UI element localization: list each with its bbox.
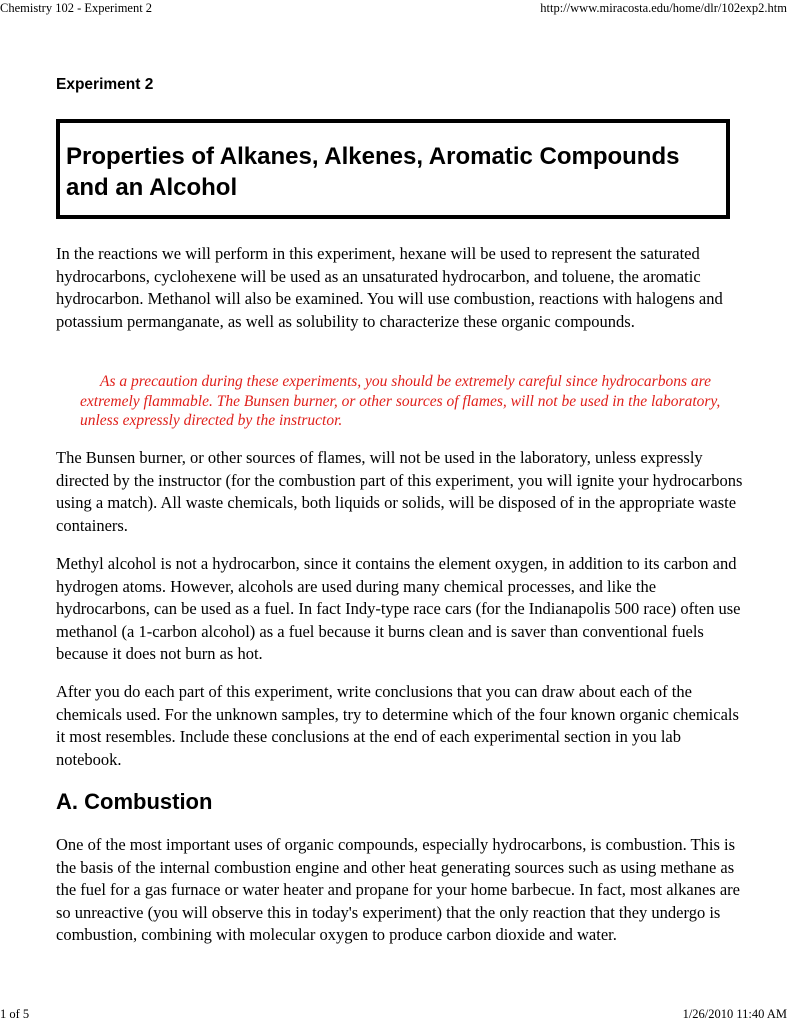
print-header-url: http://www.miracosta.edu/home/dlr/102exp2.htm	[540, 1, 787, 15]
print-header-title: Chemistry 102 - Experiment 2	[0, 1, 153, 15]
print-footer-page: 1 of 5	[0, 1007, 30, 1021]
bunsen-paragraph: The Bunsen burner, or other sources of flames, will not be used in the laboratory, unless expressly directed by the instructor (for the combustion part of this experiment, you will ignite your hydrocarbons using a match). All waste chemicals, both liquids or solids, will be disposed of in the appropriate waste containers.	[56, 448, 743, 535]
conclusions-paragraph: After you do each part of this experiment, write conclusions that you can draw about each of the chemicals used. For the unknown samples, try to determine which of the four known organic chemicals it most resembles. Include these conclusions at the end of each experimental section in you lab notebook.	[56, 682, 739, 769]
page-title: Properties of Alkanes, Alkenes, Aromatic Compounds and an Alcohol	[66, 143, 680, 201]
intro-paragraph: In the reactions we will perform in this experiment, hexane will be used to represent the saturated hydrocarbons, cyclohexene will be used as an unsaturated hydrocarbon, and toluene, the aromatic hydrocarbon. Methanol will also be examined. You will use combustion, reactions with halogens and potassium permanganate, as well as solubility to characterize these organic compounds.	[56, 244, 723, 331]
methyl-alcohol-paragraph: Methyl alcohol is not a hydrocarbon, since it contains the element oxygen, in addition to its carbon and hydrogen atoms. However, alcohols are used during many chemical processes, and like the hydrocarbons, can be used as a fuel. In fact Indy-type race cars (for the Indianapolis 500 race) often use methanol (a 1-carbon alcohol) as a fuel because it burns clean and is saver than conventional fuels because it does not burn as hot.	[56, 554, 741, 664]
print-footer-date: 1/26/2010 11:40 AM	[682, 1007, 787, 1021]
title-box	[56, 119, 730, 219]
combustion-paragraph: One of the most important uses of organic compounds, especially hydrocarbons, is combustion. This is the basis of the internal combustion engine and other heat generating sources such as using methane as the fuel for a gas furnace or water heater and propane for your home barbecue. In fact, most alkanes are so unreactive (you will observe this in today's experiment) that the only reaction that they undergo is combustion, combining with molecular oxygen to produce carbon dioxide and water.	[56, 835, 740, 945]
experiment-label: Experiment 2	[56, 76, 154, 93]
safety-warning: As a precaution during these experiments, you should be extremely careful since hydrocarbons are extremely flammable. The Bunsen burner, or other sources of flames, will not be used in the laboratory, unless expressly directed by the instructor.	[80, 373, 721, 429]
section-heading-combustion: A. Combustion	[56, 789, 213, 814]
